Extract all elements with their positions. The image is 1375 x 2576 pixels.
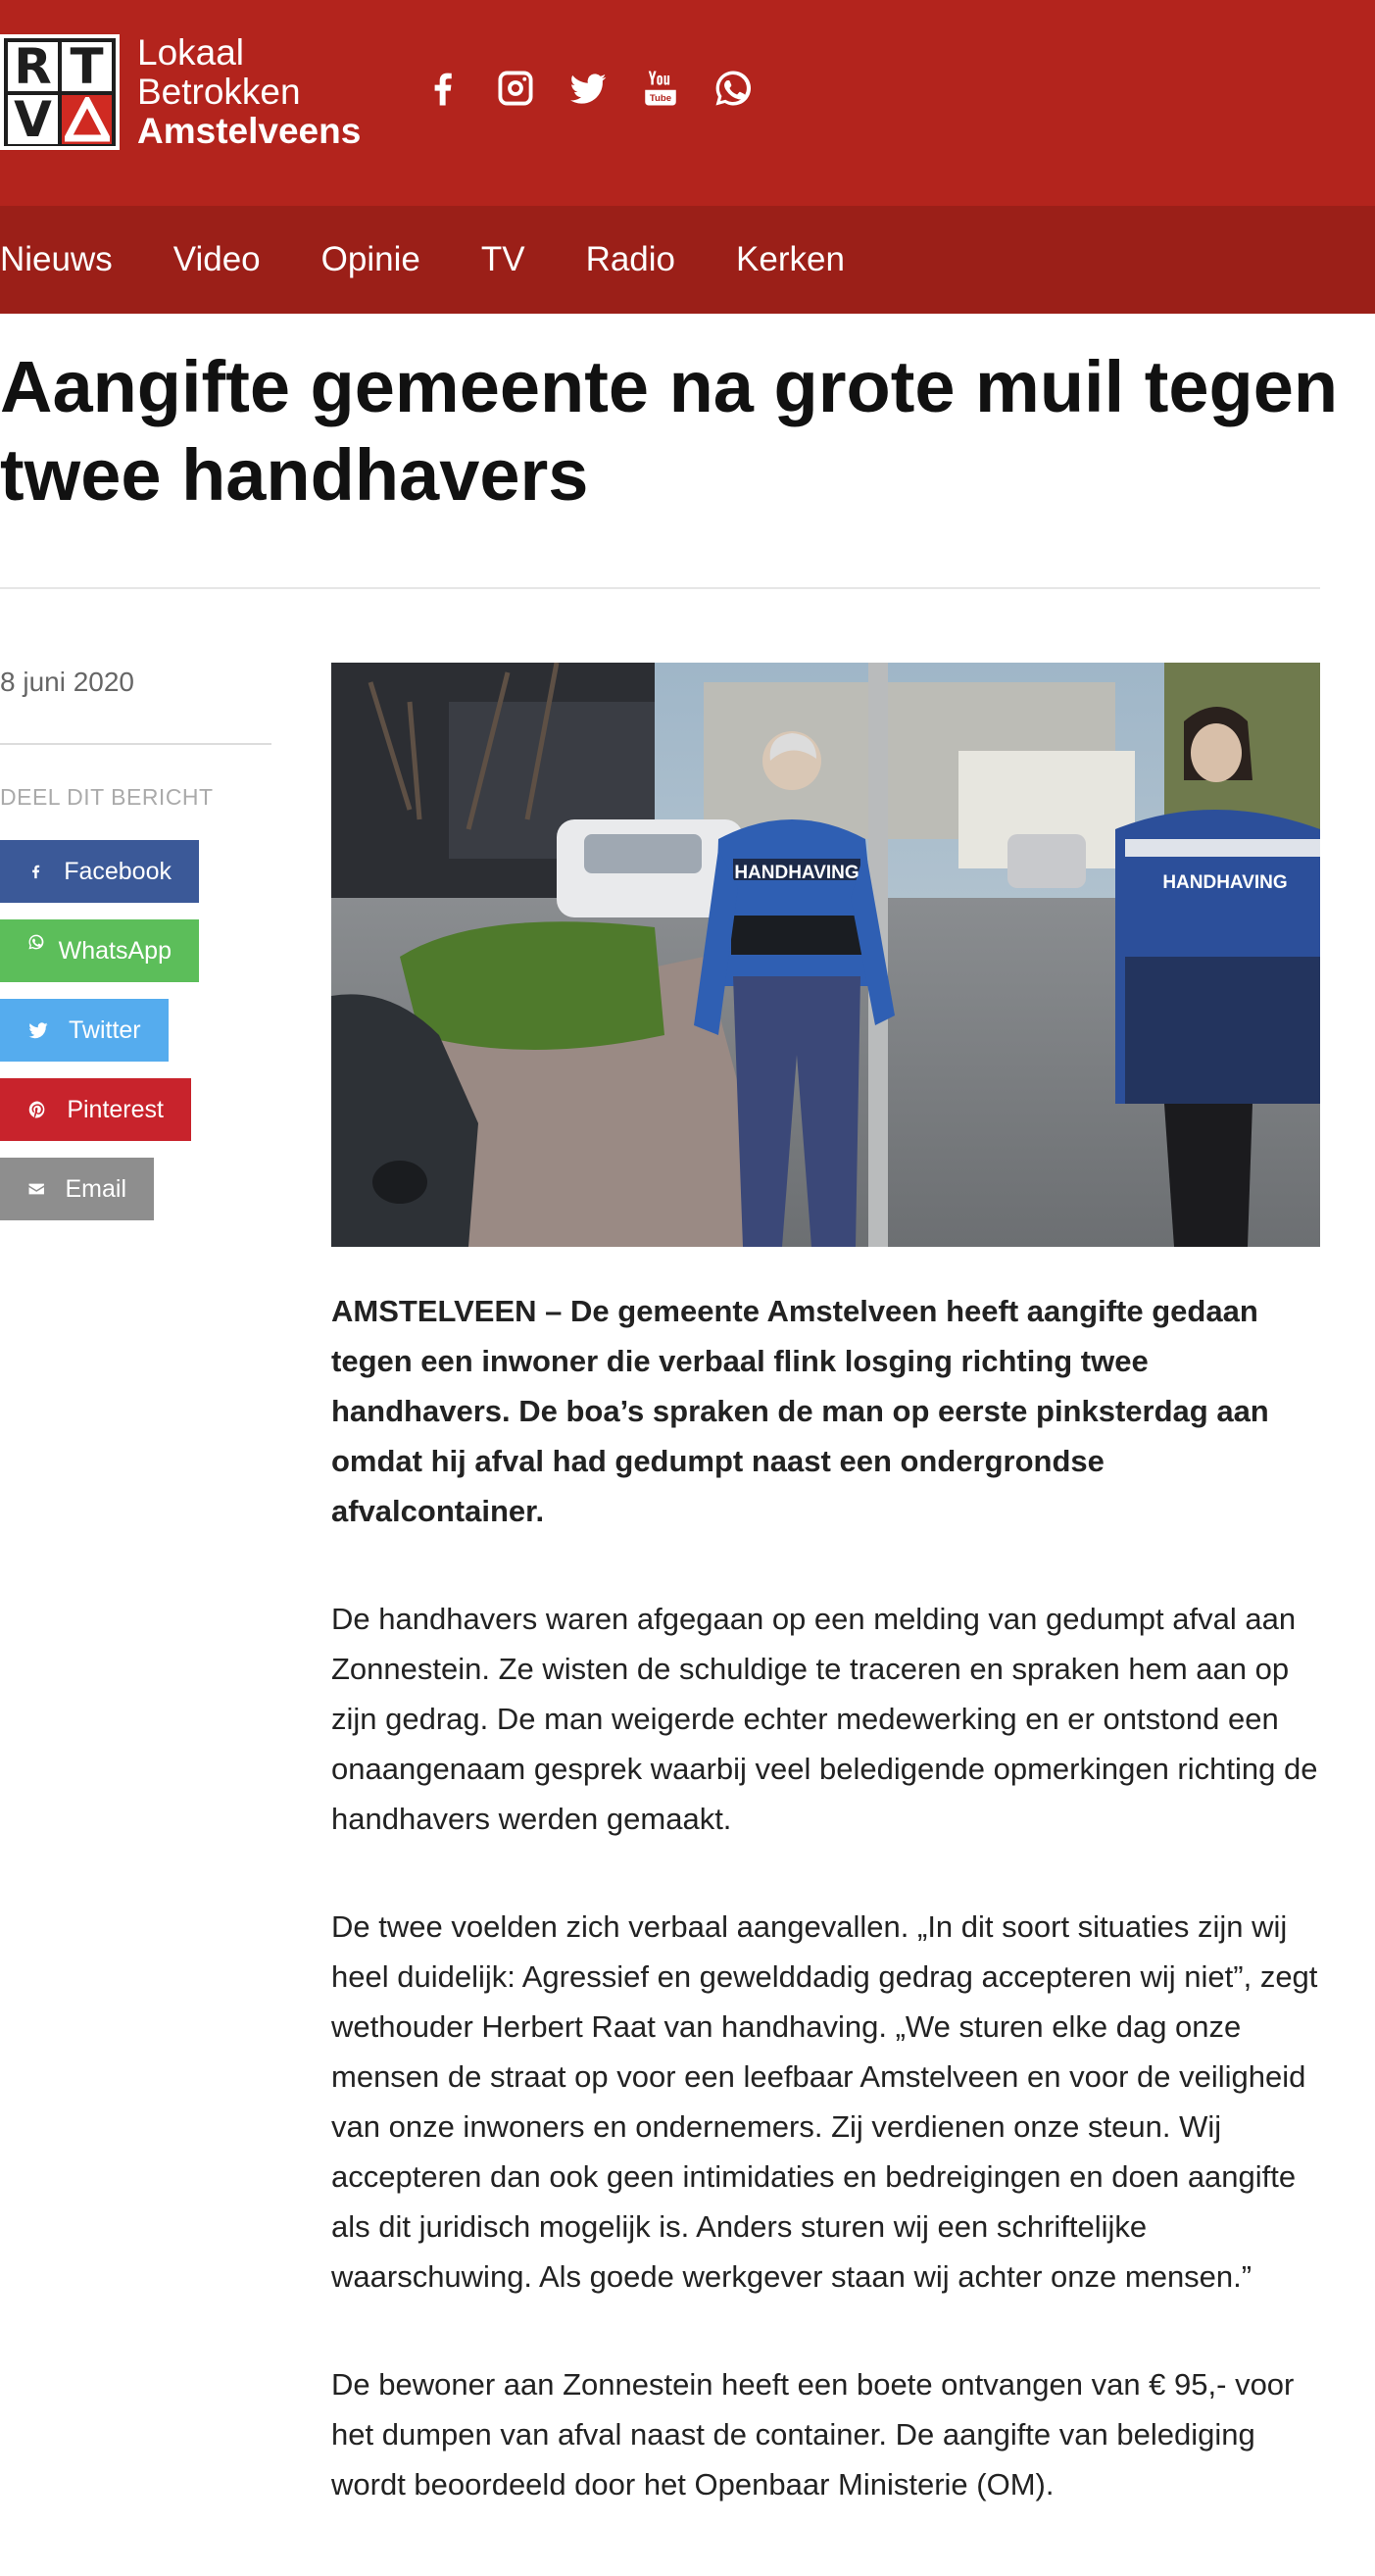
social-links <box>421 67 755 110</box>
article-date: 8 juni 2020 <box>0 667 135 697</box>
article-paragraph: De twee voelden zich verbaal aangevallen. „In dit soort situaties zijn wij heel duidelijk: Agressief en gewelddadig gedrag accepteren wij niet”, zegt wethouder Herbert Raat van handhaving. „We sturen elke dag onze mensen de straat op voor een leefbaar Amstelveen en voor de veiligheid van onze inwoners en ondernemers. Zij verdienen onze steun. Wij accepteren dan ook geen intimidaties en bedreigingen en doen aangifte als dit juridisch mogelijk is. Anders sturen wij een schriftelijke waarschuwing. Als goede werkgever staan wij achter onze mensen.” <box>331 1909 1318 2294</box>
article-body <box>331 1286 1320 2567</box>
jacket-label-1: HANDHAVING <box>734 863 859 883</box>
logo-letter-r: R <box>8 42 58 91</box>
article-paragraph: De handhavers waren afgegaan op een melding van gedumpt afval aan Zonnestein. Ze wisten de schuldige te traceren en spraken hem aan op zijn gedrag. De man weigerde echter medewerking en er ontstond een onaangenaam gesprek waarbij veel beledigende opmerkingen richting de handhavers werden gemaakt. <box>331 1602 1318 1836</box>
logo-line-1: Lokaal <box>137 32 245 73</box>
jacket-label-2: HANDHAVING <box>1162 872 1288 893</box>
rtva-logo[interactable] <box>0 34 120 150</box>
article-title: Aangifte gemeente na grote muil tegen twee handhavers <box>0 346 1339 516</box>
envelope-icon <box>27 1178 45 1200</box>
youtube-icon[interactable] <box>639 67 682 110</box>
logo-delta-icon <box>65 97 110 142</box>
share-twitter-button[interactable] <box>0 999 169 1062</box>
article-lead: AMSTELVEEN – De gemeente Amstelveen heeft aangifte gedaan tegen een inwoner die verbaal flink losging richting twee handhavers. De boa’s spraken de man op eerste pinksterdag aan omdat hij afval had gedumpt naast een ondergrondse afvalcontainer. <box>331 1294 1269 1528</box>
nav-item-tv[interactable]: TV <box>480 240 525 278</box>
nav-item-opinie[interactable]: Opinie <box>320 240 420 278</box>
nav-item-kerken[interactable]: Kerken <box>736 240 845 278</box>
main-nav <box>0 206 1375 314</box>
share-email-label: Email <box>65 1174 126 1203</box>
instagram-icon[interactable] <box>494 67 537 110</box>
logo-tagline[interactable] <box>137 33 361 151</box>
share-email-button[interactable] <box>0 1158 154 1220</box>
article-paragraph: De bewoner aan Zonnestein heeft een boete ontvangen van € 95,- voor het dumpen van afval naast de container. De aangifte van belediging wordt beoordeeld door het Openbaar Ministerie (OM). <box>331 2367 1295 2502</box>
article-photo[interactable] <box>331 663 1320 1247</box>
handhavers-photo <box>331 663 1320 1247</box>
nav-item-video[interactable]: Video <box>172 240 261 278</box>
logo-line-3: Amstelveens <box>137 111 362 151</box>
share-whatsapp-label: WhatsApp <box>58 936 172 965</box>
logo-letter-t: T <box>62 42 112 91</box>
share-facebook-button[interactable] <box>0 840 199 903</box>
share-twitter-label: Twitter <box>69 1016 141 1044</box>
logo-letter-v: V <box>8 95 58 144</box>
share-heading: DEEL DIT BERICHT <box>0 784 214 810</box>
share-facebook-label: Facebook <box>64 857 172 885</box>
logo-letter-a <box>62 95 112 144</box>
title-divider <box>0 587 1320 589</box>
share-pinterest-label: Pinterest <box>67 1095 164 1123</box>
twitter-icon[interactable] <box>566 67 610 110</box>
sidebar-divider <box>0 743 271 745</box>
whatsapp-icon <box>27 931 45 953</box>
twitter-icon <box>27 1019 49 1041</box>
nav-item-radio[interactable]: Radio <box>585 240 676 278</box>
whatsapp-icon[interactable] <box>712 67 755 110</box>
share-pinterest-button[interactable] <box>0 1078 191 1141</box>
facebook-icon <box>27 861 44 882</box>
logo-line-2: Betrokken <box>137 72 301 112</box>
facebook-icon[interactable] <box>421 67 465 110</box>
site-header <box>0 0 1375 206</box>
pinterest-icon <box>27 1099 47 1120</box>
share-whatsapp-button[interactable] <box>0 919 199 982</box>
svg-text:Tube: Tube <box>649 93 672 105</box>
nav-item-nieuws[interactable]: Nieuws <box>0 240 113 278</box>
